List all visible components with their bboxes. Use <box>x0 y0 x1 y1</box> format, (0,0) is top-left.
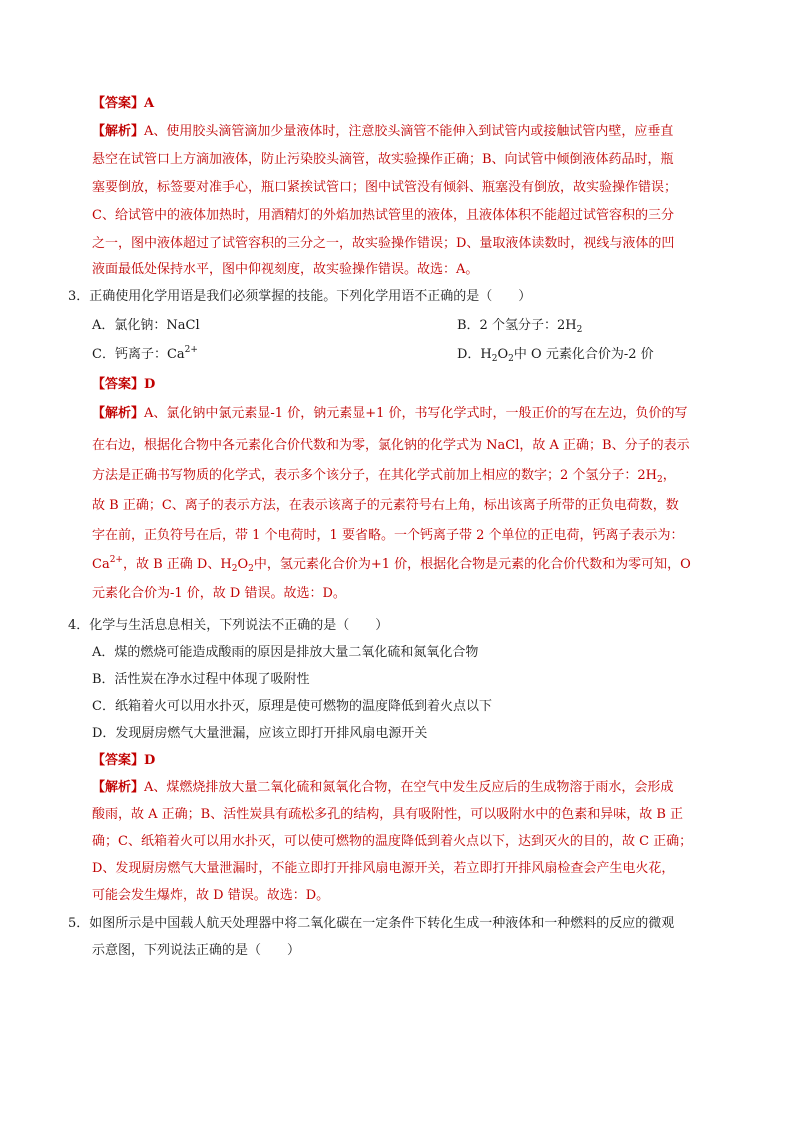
question-number: 4． <box>68 618 90 633</box>
answer-line <box>92 377 155 393</box>
analysis-line: 之一，图中液体超过了试管容积的三分之一，故实验操作错误；D、量取液体读数时，视线与液体的凹 <box>92 236 675 251</box>
answer-value: D <box>144 753 156 768</box>
analysis-line: 确；C、纸箱着火可以用水扑灭，可以使可燃物的温度降低到着火点以下，达到灭火的目的，故 C 正确； <box>92 834 693 849</box>
option-c: C．钙离子：$Ca^{2+}$ <box>92 345 198 362</box>
analysis-line: 酸雨，故 A 正确；B、活性炭具有疏松多孔的结构，具有吸附性，可以吸附水中的色素和异味，故 B 正 <box>92 807 684 822</box>
analysis-line: 方法是正确书写物质的化学式，表示多个该分子，在其化学式前加上相应的数字；2 个氢分子：$2H_2$， <box>92 468 676 485</box>
option-a: A．氯化钠：NaCl <box>92 318 200 333</box>
option-d: D．$H_2O_2$中 O 元素化合价为-2 价 <box>457 347 654 364</box>
question-number: 5． <box>68 916 90 931</box>
answer-tag: 【答案】 <box>92 753 145 768</box>
analysis-line: 悬空在试管口上方滴加液体，防止污染胶头滴管，故实验操作正确；B、向试管中倾倒液体药品时，瓶 <box>92 152 674 167</box>
answer-value: D <box>144 377 156 392</box>
analysis-line: 元素化合价为-1 价，故 D 错误。故选：D。 <box>92 586 346 601</box>
analysis-text: A、氯化钠中氯元素显-1 价，钠元素显+1 价，书写化学式时，一般正价的写在左边，负价的写 <box>144 406 688 421</box>
analysis-text: A、使用胶头滴管滴加少量液体时，注意胶头滴管不能伸入到试管内或接触试管内壁，应垂直 <box>144 124 674 139</box>
analysis-line: C、给试管中的液体加热时，用酒精灯的外焰加热试管里的液体，且液体体积不能超过试管容积的三分 <box>92 208 674 223</box>
analysis-line <box>92 406 688 422</box>
option-b: B．2 个氢分子：$2H_2$ <box>457 318 583 335</box>
question-text: 化学与生活息息相关，下列说法不正确的是（ ） <box>89 618 389 633</box>
analysis-line <box>92 780 673 796</box>
question-4-stem <box>68 618 388 634</box>
option-a: A．煤的燃烧可能造成酸雨的原因是排放大量二氧化硫和氮氧化合物 <box>92 645 479 660</box>
answer-value: A <box>144 96 155 111</box>
answer-line <box>92 96 154 112</box>
option-d: D．发现厨房燃气大量泄漏，应该立即打开排风扇电源开关 <box>92 726 428 741</box>
option-b: B．活性炭在净水过程中体现了吸附性 <box>92 672 310 687</box>
analysis-text: A、煤燃烧排放大量二氧化硫和氮氧化合物，在空气中发生反应后的生成物溶于雨水，会形成 <box>144 780 674 795</box>
analysis-line: 在右边，根据化合物中各元素化合价代数和为零，氯化钠的化学式为 NaCl，故 A 正确；B、分子的表示 <box>92 438 690 453</box>
analysis-line: 塞要倒放，标签要对准手心，瓶口紧挨试管口；图中试管没有倾斜、瓶塞没有倒放，故实验操作错误； <box>92 180 678 195</box>
analysis-line: $Ca^{2+}$，故 B 正确 D、$H_2O_2$中，氢元素化合价为+1 价，根据化合物是元素的化合价代数和为零可知，O <box>92 555 691 574</box>
analysis-tag: 【解析】 <box>92 124 145 139</box>
question-number: 3． <box>68 289 90 304</box>
analysis-tag: 【解析】 <box>92 780 145 795</box>
analysis-line: 字在前，正负符号在后，带 1 个电荷时，1 要省略。一个钙离子带 2 个单位的正电荷，钙离子表示为： <box>92 528 684 543</box>
answer-tag: 【答案】 <box>92 377 145 392</box>
question-text: 如图所示是中国载人航天处理器中将二氧化碳在一定条件下转化生成一种液体和一种燃料的反应的微观 <box>89 916 675 931</box>
question-text: 正确使用化学用语是我们必须掌握的技能。下列化学用语不正确的是（ ） <box>89 289 532 304</box>
option-c: C．纸箱着火可以用水扑灭，原理是使可燃物的温度降低到着火点以下 <box>92 699 492 714</box>
analysis-tag: 【解析】 <box>92 406 145 421</box>
answer-tag: 【答案】 <box>92 96 145 111</box>
analysis-line: D、发现厨房燃气大量泄漏时，不能立即打开排风扇电源开关，若立即打开排风扇检查会产生电火花， <box>92 861 675 876</box>
answer-line <box>92 753 155 769</box>
question-3-options-row-1 <box>92 318 583 335</box>
analysis-line <box>92 124 673 140</box>
question-5-stem-cont: 示意图，下列说法正确的是（ ） <box>92 943 301 958</box>
question-5-stem <box>68 916 674 932</box>
analysis-line: 可能会发生爆炸，故 D 错误。故选：D。 <box>92 888 330 903</box>
question-3-stem <box>68 289 531 305</box>
analysis-line: 故 B 正确；C、离子的表示方法，在表示该离子的元素符号右上角，标出该离子所带的正负电荷数，数 <box>92 498 679 513</box>
question-3-options-row-2 <box>92 345 654 364</box>
analysis-line: 液面最低处保持水平，图中仰视刻度，故实验操作错误。故选：A。 <box>92 262 479 277</box>
